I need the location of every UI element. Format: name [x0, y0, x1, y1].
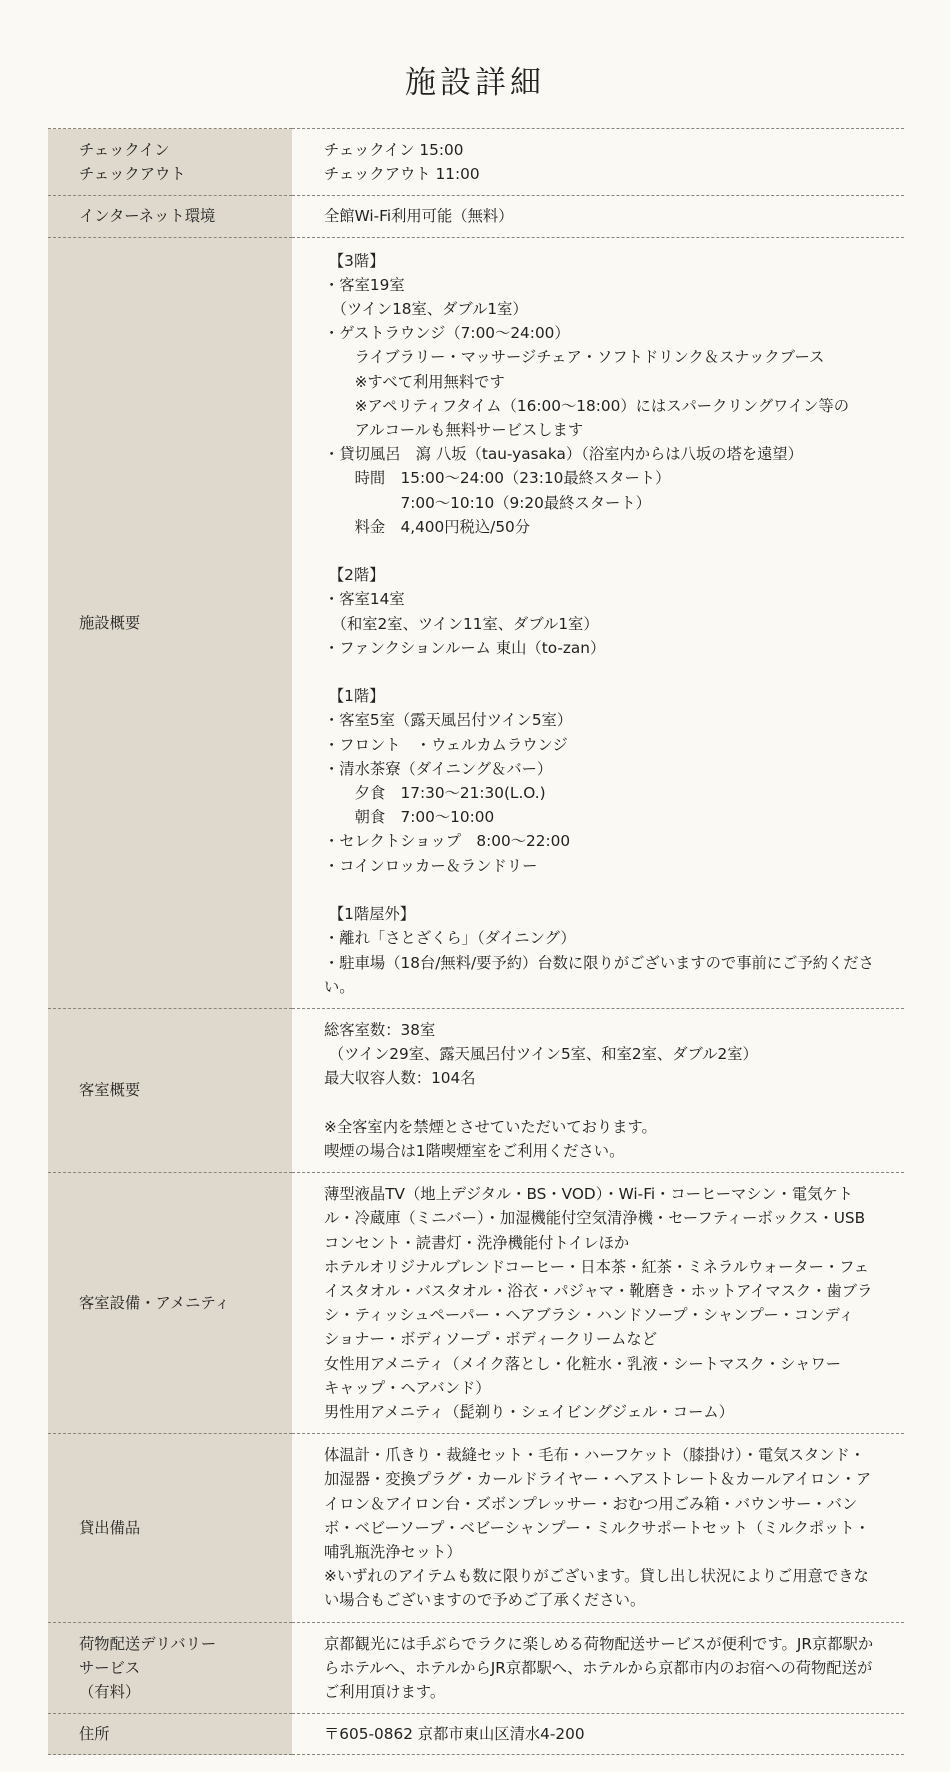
- value-line: チェックアウト 11:00: [324, 165, 480, 184]
- row-value: [292, 1434, 904, 1622]
- row-value: [292, 1622, 904, 1714]
- value-line: 朝食 7:00～10:00: [324, 808, 495, 827]
- value-line: 哺乳瓶洗浄セット）: [324, 1542, 462, 1561]
- value-line: 料金 4,400円税込/50分: [324, 517, 531, 536]
- table-row: [48, 1622, 904, 1714]
- row-label: [48, 129, 292, 196]
- value-line: イロン＆アイロン台・ズボンプレッサー・おむつ用ごみ箱・バウンサー・バン: [324, 1494, 858, 1513]
- label-line: 貸出備品: [79, 1518, 141, 1537]
- value-line: 総客室数：38室: [324, 1020, 436, 1039]
- value-line: コンセント・読書灯・洗浄機能付トイレほか: [324, 1233, 630, 1252]
- value-line: 全館Wi-Fi利用可能（無料）: [324, 207, 514, 226]
- value-line: ・客室5室（露天風呂付ツイン5室）: [324, 711, 573, 730]
- value-line: キャップ・ヘアバンド）: [324, 1378, 491, 1397]
- value-line: 【3階】: [324, 251, 385, 270]
- row-value: [292, 1714, 904, 1755]
- value-line: （ツイン29室、露天風呂付ツイン5室、和室2室、ダブル2室）: [324, 1045, 758, 1064]
- row-label: [48, 1622, 292, 1714]
- value-line: ※全客室内を禁煙とさせていただいております。: [324, 1117, 657, 1136]
- table-row: [48, 196, 904, 237]
- value-line: ・清水茶寮（ダイニング＆バー）: [324, 759, 553, 778]
- value-line: 喫煙の場合は1階喫煙室をご利用ください。: [324, 1141, 625, 1160]
- value-line: ・セレクトショップ 8:00～22:00: [324, 832, 571, 851]
- value-line: 〒605-0862 京都市東山区清水4-200: [324, 1725, 585, 1744]
- value-line: アルコールも無料サービスします: [324, 421, 584, 440]
- row-value: [292, 1008, 904, 1172]
- value-line: 夕食 17:30～21:30(L.O.): [324, 784, 546, 803]
- label-line: 住所: [79, 1725, 110, 1744]
- value-line: ・客室19室: [324, 275, 405, 294]
- value-line: ・フロント ・ウェルカムラウンジ: [324, 735, 568, 754]
- label-line: 施設概要: [79, 613, 141, 632]
- table-row: [48, 1434, 904, 1622]
- value-line: [324, 539, 884, 563]
- value-line: [324, 1091, 884, 1115]
- value-line: らホテルへ、ホテルからJR京都駅へ、ホテルから京都市内のお宿への荷物配送が: [324, 1658, 873, 1677]
- value-line: [324, 660, 884, 684]
- value-line: ・貸切風呂 瀉 八坂（tau-yasaka）（浴室内からは八坂の塔を遠望）: [324, 445, 803, 464]
- value-line: 【1階】: [324, 687, 385, 706]
- value-line: 時間 15:00～24:00（23:10最終スタート）: [324, 469, 671, 488]
- page-title: 施設詳細: [405, 65, 545, 101]
- value-line: ・離れ「さとざくら」（ダイニング）: [324, 929, 576, 948]
- row-label: [48, 237, 292, 1008]
- row-value: [292, 129, 904, 196]
- value-line: 【2階】: [324, 566, 385, 585]
- value-line: 加湿器・変換プラグ・カールドライヤー・ヘアストレート＆カールアイロン・ア: [324, 1470, 872, 1489]
- label-line: サービス: [79, 1658, 141, 1677]
- value-line: シ・ティッシュペーパー・ヘアブラシ・ハンドソープ・シャンプー・コンディ: [324, 1306, 854, 1325]
- value-line: ショナー・ボディソープ・ボディークリームなど: [324, 1330, 658, 1349]
- row-value: [292, 237, 904, 1008]
- value-line: ボ・ベビーソープ・ベビーシャンプー・ミルクサポートセット（ミルクポット・: [324, 1518, 870, 1537]
- row-label: [48, 196, 292, 237]
- value-line: ・ファンクションルーム 東山（to-zan）: [324, 638, 606, 657]
- value-line: （ツイン18室、ダブル1室）: [324, 300, 528, 319]
- value-line: [324, 878, 884, 902]
- label-line: インターネット環境: [79, 207, 216, 226]
- value-line: ・コインロッカー＆ランドリー: [324, 856, 538, 875]
- value-line: ル・冷蔵庫（ミニバー）・加湿機能付空気清浄機・セーフティーボックス・USB: [324, 1209, 866, 1228]
- table-row: [48, 129, 904, 196]
- table-row: [48, 1008, 904, 1172]
- value-line: （和室2室、ツイン11室、ダブル1室）: [324, 614, 599, 633]
- value-line: 薄型液晶TV（地上デジタル・BS・VOD）・Wi-Fi・コーヒーマシン・電気ケト: [324, 1185, 854, 1204]
- row-value: [292, 196, 904, 237]
- value-line: 最大収容人数：104名: [324, 1069, 476, 1088]
- value-line: イスタオル・バスタオル・浴衣・パジャマ・靴磨き・ホットアイマスク・歯ブラ: [324, 1281, 873, 1300]
- value-line: 体温計・爪きり・裁縫セット・毛布・ハーフケット（膝掛け）・電気スタンド・: [324, 1446, 866, 1465]
- value-line: 7:00～10:10（9:20最終スタート）: [324, 493, 651, 512]
- value-line: ※すべて利用無料です: [324, 372, 505, 391]
- value-line: チェックイン 15:00: [324, 141, 464, 159]
- label-line: 客室概要: [79, 1081, 141, 1100]
- table-row: [48, 237, 904, 1008]
- facility-detail-table: [48, 128, 904, 1755]
- table-row: [48, 1714, 904, 1755]
- row-label: [48, 1008, 292, 1172]
- value-line: ・駐車場（18台/無料/要予約）台数に限りがございますので事前にご予約くださ: [324, 953, 874, 972]
- value-line: ホテルオリジナルブレンドコーヒー・日本茶・紅茶・ミネラルウォーター・フェ: [324, 1257, 870, 1276]
- value-line: い。: [324, 977, 355, 996]
- label-line: （有料）: [79, 1682, 141, 1701]
- value-line: ライブラリー・マッサージチェア・ソフトドリンク＆スナックブース: [324, 348, 825, 367]
- value-line: 京都観光には手ぶらでラクに楽しめる荷物配送サービスが便利です。JR京都駅か: [324, 1634, 874, 1653]
- row-label: [48, 1434, 292, 1622]
- value-line: 男性用アメニティ（髭剃り・シェイビングジェル・コーム）: [324, 1402, 734, 1421]
- table-row: [48, 1173, 904, 1434]
- label-line: チェックイン: [79, 141, 170, 159]
- label-line: 客室設備・アメニティ: [79, 1294, 230, 1313]
- value-line: ご利用頂けます。: [324, 1682, 446, 1701]
- value-line: ※アペリティフタイム（16:00～18:00）にはスパークリングワイン等の: [324, 396, 850, 415]
- value-line: い場合もございますので予めご了承ください。: [324, 1591, 646, 1610]
- value-line: 【1階屋外】: [324, 905, 416, 924]
- row-label: [48, 1173, 292, 1434]
- value-line: 女性用アメニティ（メイク落とし・化粧水・乳液・シートマスク・シャワー: [324, 1354, 842, 1373]
- value-line: ※いずれのアイテムも数に限りがございます。貸し出し状況によりご用意できな: [324, 1567, 869, 1586]
- label-line: 荷物配送デリバリー: [79, 1634, 217, 1653]
- value-line: ・ゲストラウンジ（7:00～24:00）: [324, 324, 570, 343]
- label-line: チェックアウト: [79, 165, 186, 184]
- row-value: [292, 1173, 904, 1434]
- value-line: ・客室14室: [324, 590, 405, 609]
- row-label: [48, 1714, 292, 1755]
